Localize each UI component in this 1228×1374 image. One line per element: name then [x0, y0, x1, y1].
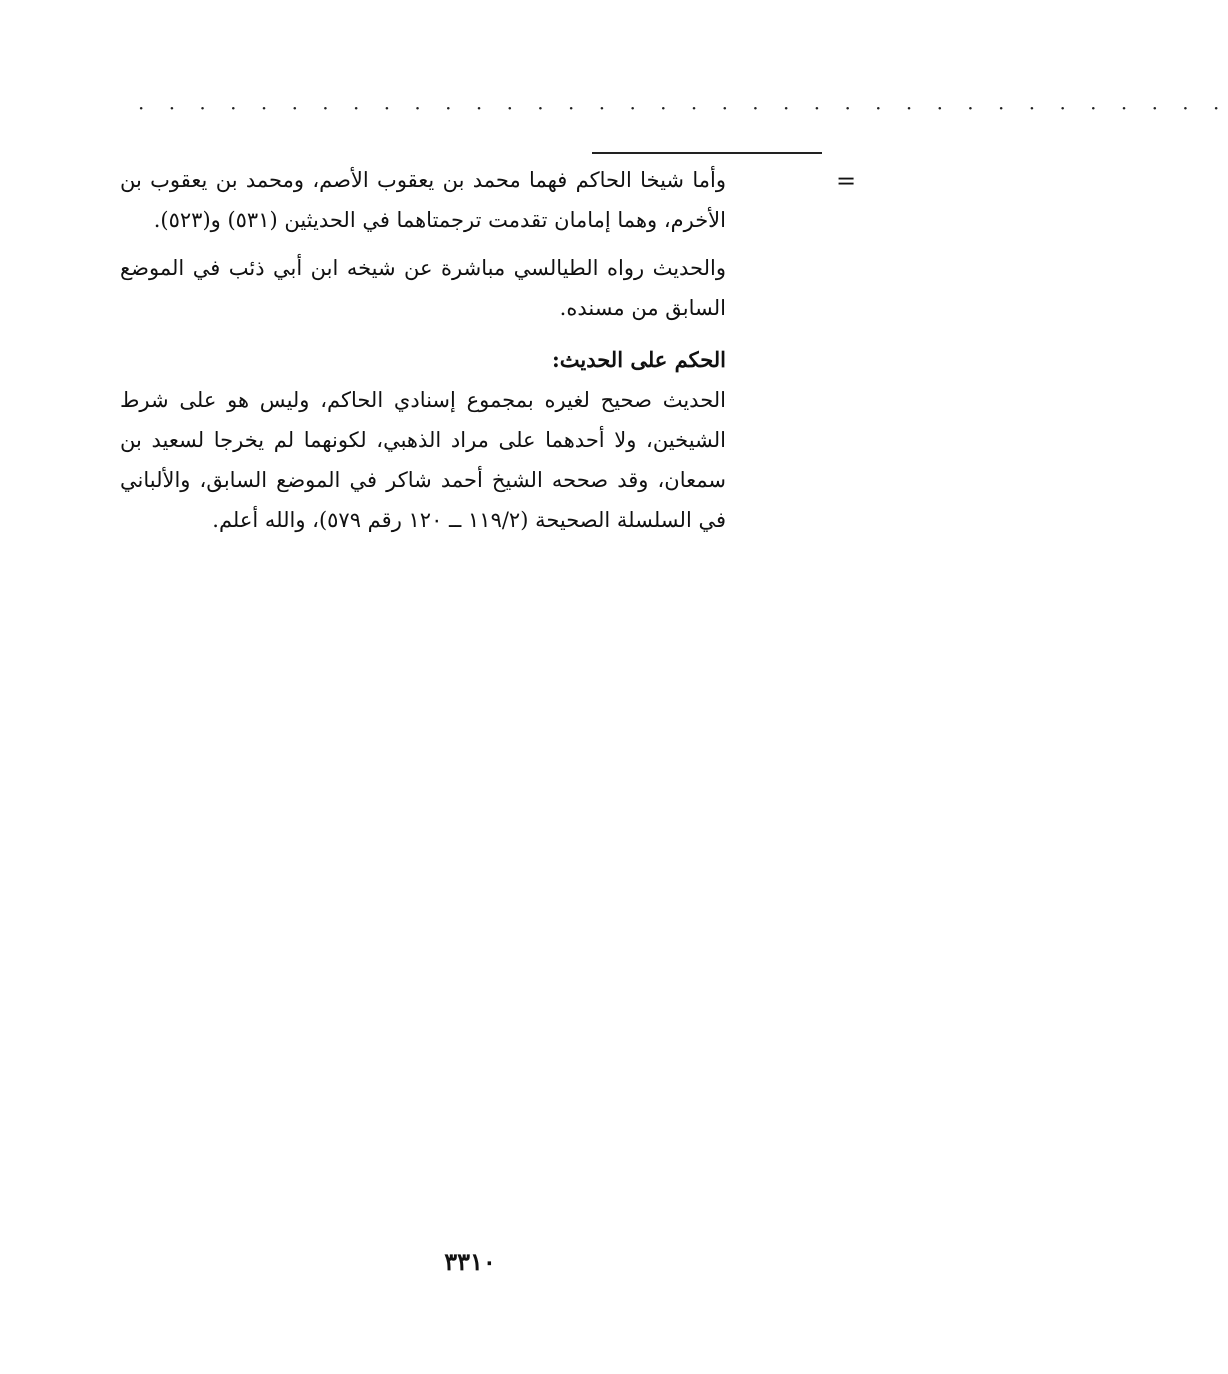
header-dotted-line: · · · · · · · · · · · · · · · · · · · · · · · · · · · · · · · · · · · ·: [138, 96, 1228, 120]
paragraph-tayalisi: والحديث رواه الطيالسي مباشرة عن شيخه ابن أبي ذئب في الموضع السابق من مسنده.: [120, 256, 726, 320]
page-number: ٣٣١٠: [444, 1247, 496, 1276]
paragraph-hakim-shaykhs: وأما شيخا الحاكم فهما محمد بن يعقوب الأصم، ومحمد بن يعقوب بن الأخرم، وهما إمامان تقدمت ترجمتاهما في الحديثين (٥٣١) و(٥٢٣).: [120, 168, 726, 232]
footnote-separator-rule: [592, 152, 822, 154]
ruling-text: الحديث صحيح لغيره بمجموع إسنادي الحاكم، وليس هو على شرط الشيخين، ولا أحدهما على مراد الذهبي، لكونهما لم يخرجا لسعيد بن سمعان، وقد صححه الشيخ أحمد شاكر في الموضع السابق، والألباني في السلسلة الصحيحة (١١٩/٢ ــ ١٢٠ رقم ٥٧٩)، والله أعلم.: [120, 388, 726, 532]
footnote-body: [120, 160, 726, 548]
ruling-heading: الحكم على الحديث:: [552, 347, 726, 372]
continuation-mark: =: [836, 167, 857, 195]
